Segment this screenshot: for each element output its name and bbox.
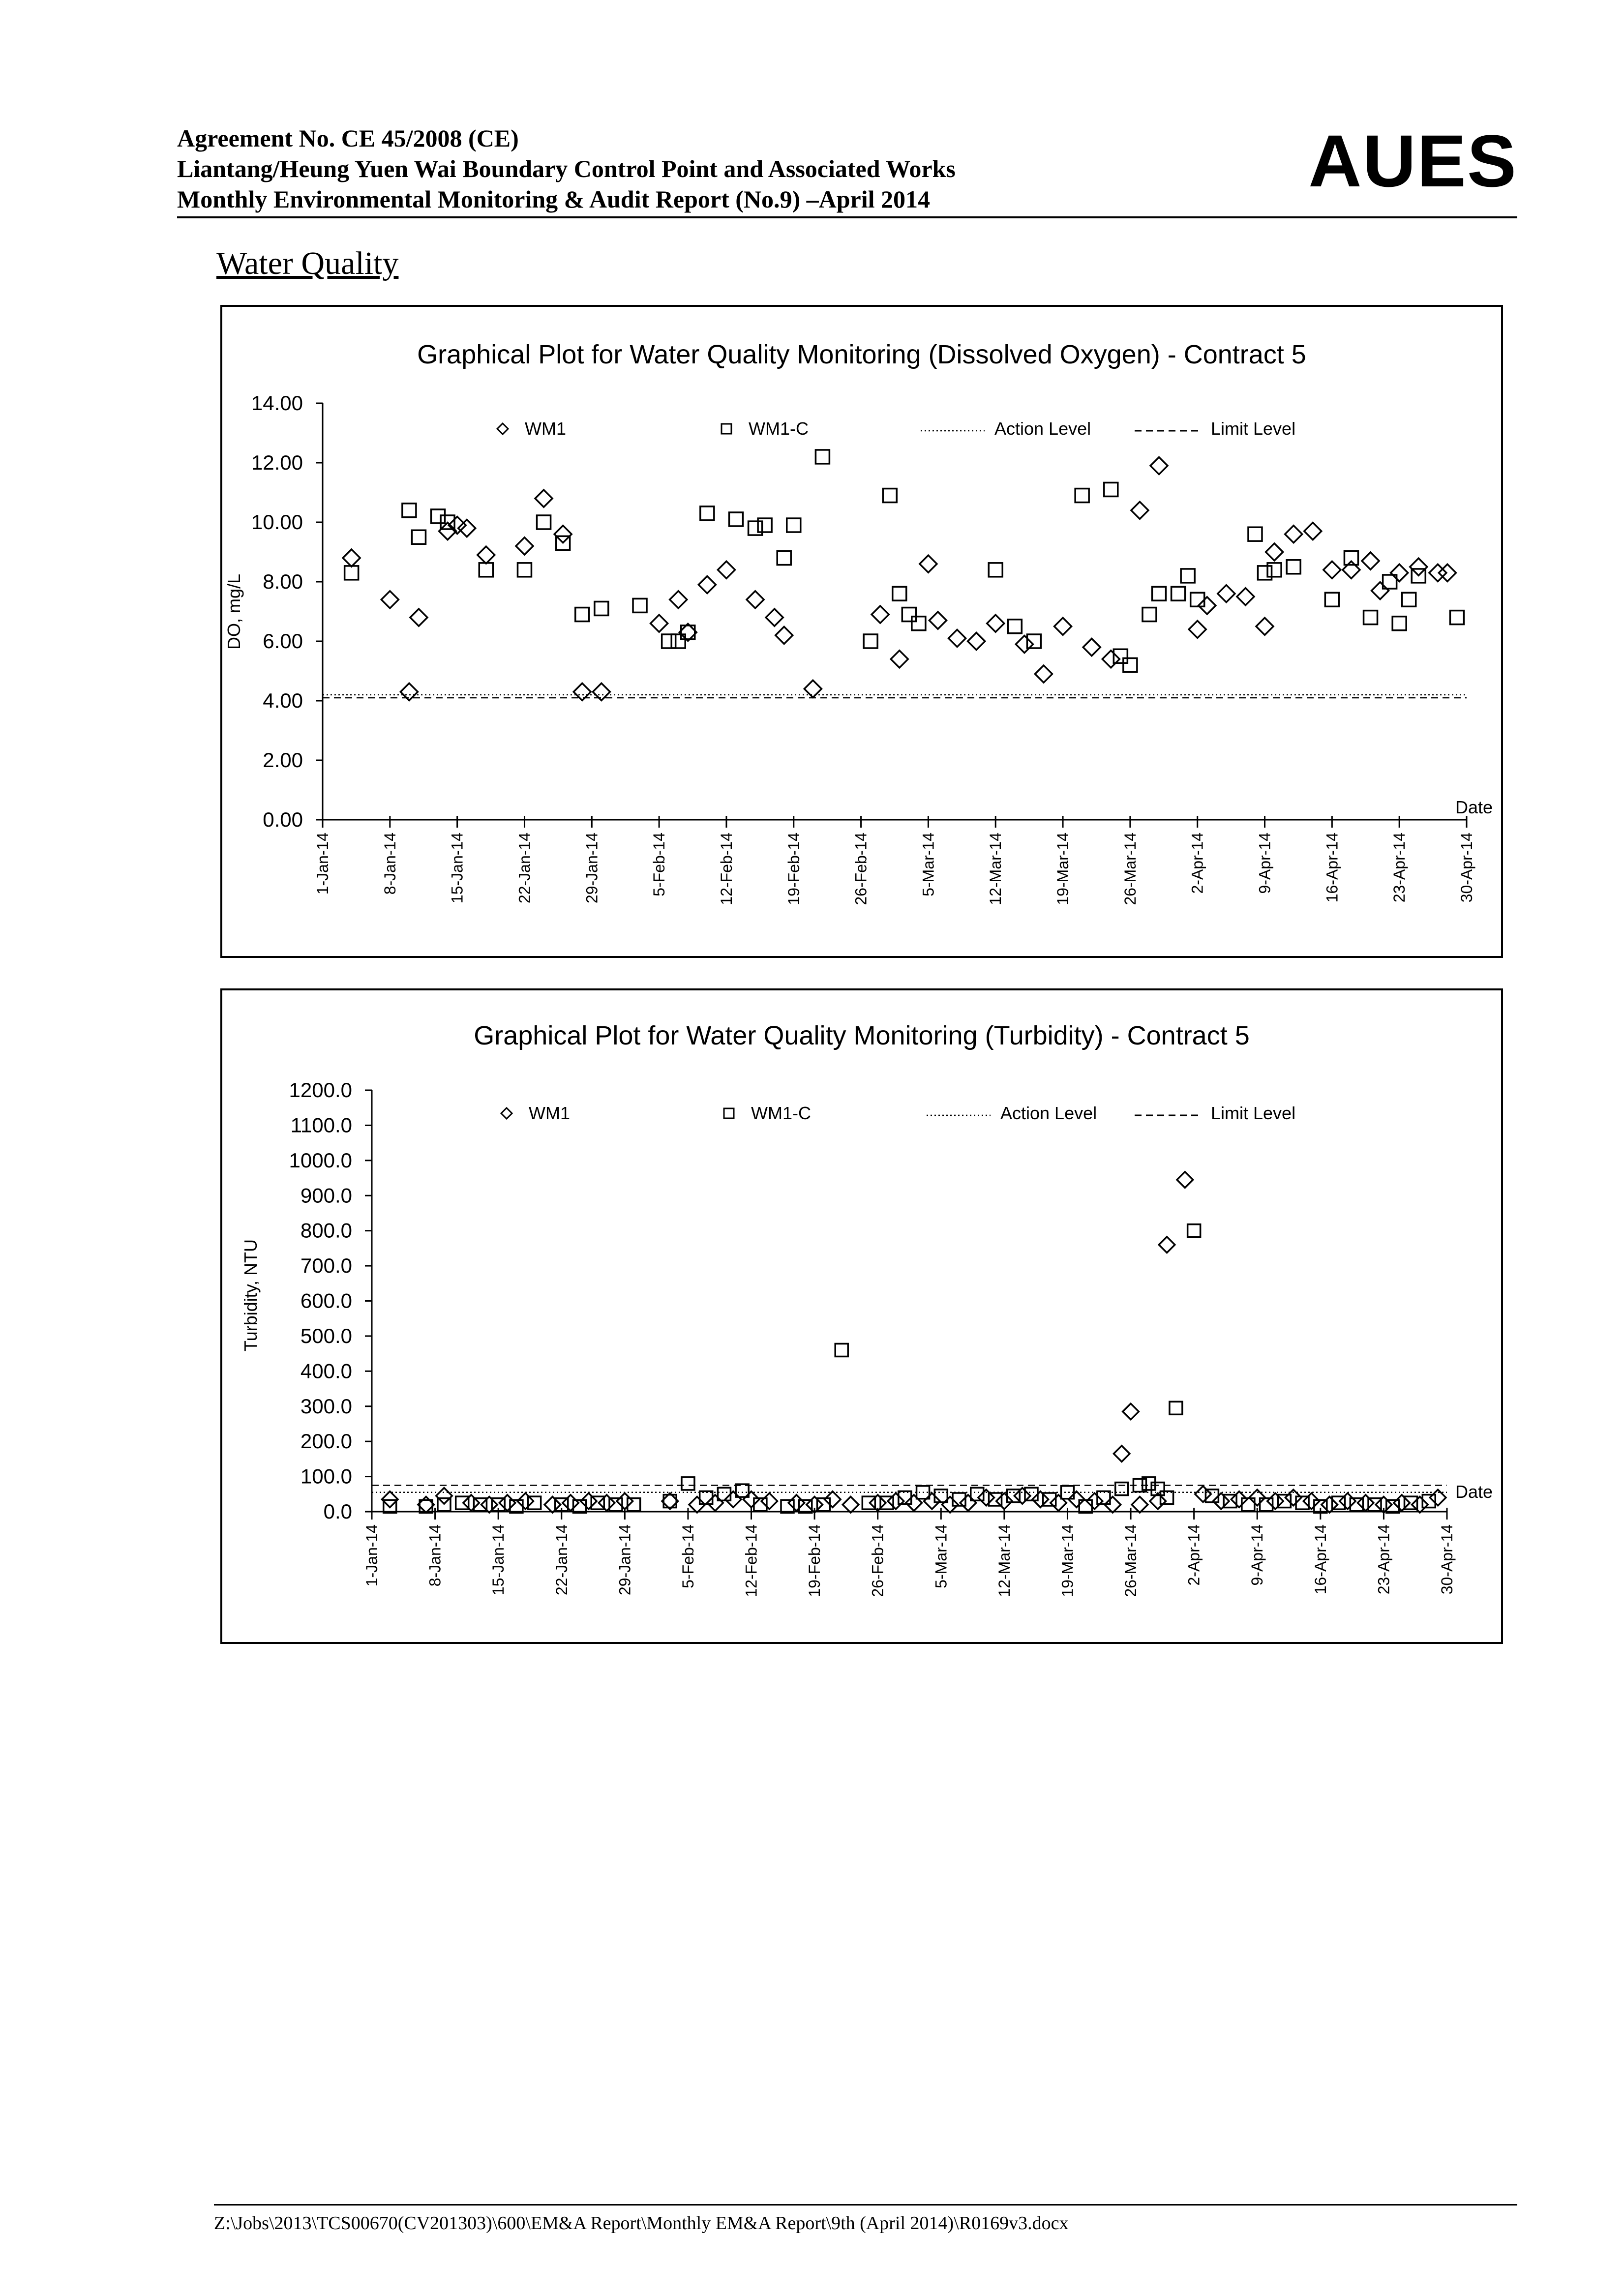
wm1-point xyxy=(343,549,360,567)
wm1-c-point xyxy=(345,566,359,580)
wm1-c-point xyxy=(700,507,714,520)
y-tick-label: 10.00 xyxy=(251,510,303,534)
legend-limit-level-label: Limit Level xyxy=(1211,418,1296,439)
chart-title: Graphical Plot for Water Quality Monitoring (Turbidity) - Contract 5 xyxy=(474,1021,1250,1050)
wm1-point xyxy=(1256,618,1273,635)
y-tick-label: 6.00 xyxy=(263,629,303,653)
wm1-point xyxy=(499,1495,515,1511)
do-chart-svg xyxy=(222,307,1501,956)
x-tick-label: 5-Mar-14 xyxy=(932,1524,950,1588)
wm1-point xyxy=(906,1495,922,1511)
wm1-point xyxy=(563,1495,579,1511)
x-tick-label: 30-Apr-14 xyxy=(1458,833,1475,903)
report-line: Monthly Environmental Monitoring & Audit Report (No.9) –April 2014 xyxy=(177,185,931,213)
legend-action-level-label: Action Level xyxy=(994,418,1091,439)
legend-wm1-marker xyxy=(497,423,508,434)
x-tick-label: 12-Mar-14 xyxy=(987,833,1005,905)
y-tick-label: 4.00 xyxy=(263,689,303,712)
wm1-point xyxy=(1372,582,1389,599)
report-header xyxy=(177,119,1517,218)
wm1-c-point xyxy=(1258,566,1272,580)
y-tick-label: 1000.0 xyxy=(289,1148,352,1172)
wm1-c-point xyxy=(912,617,926,630)
wm1-point xyxy=(825,1491,841,1508)
wm1-point xyxy=(1150,457,1168,475)
x-tick-label: 12-Feb-14 xyxy=(742,1524,760,1597)
x-tick-label: 8-Jan-14 xyxy=(426,1524,444,1587)
y-tick-label: 100.0 xyxy=(300,1464,352,1488)
wm1-point xyxy=(1357,1495,1374,1511)
x-tick-label: 29-Jan-14 xyxy=(583,833,601,904)
wm1-point xyxy=(987,615,1004,632)
do-chart xyxy=(220,305,1503,958)
legend-action-level-label: Action Level xyxy=(1000,1103,1097,1123)
wm1-c-point xyxy=(412,530,425,544)
legend-wm1-marker xyxy=(501,1108,512,1119)
wm1-point xyxy=(651,615,668,632)
legend-wm1-label: WM1 xyxy=(525,418,566,439)
wm1-c-point xyxy=(1075,489,1089,503)
legend-wm1-label: WM1 xyxy=(529,1103,570,1123)
wm1-c-point xyxy=(1287,560,1300,574)
wm1-c-point xyxy=(749,521,762,535)
wm1-point xyxy=(942,1496,958,1513)
wm1-point xyxy=(1303,1493,1320,1509)
x-tick-label: 19-Mar-14 xyxy=(1054,833,1072,905)
y-tick-label: 1200.0 xyxy=(289,1078,352,1102)
wm1-c-point xyxy=(777,551,791,565)
y-tick-label: 0.00 xyxy=(263,808,303,831)
wm1-point xyxy=(516,537,533,555)
turbidity-chart xyxy=(220,988,1503,1644)
y-tick-label: 200.0 xyxy=(300,1430,352,1453)
y-tick-label: 1100.0 xyxy=(290,1113,352,1137)
wm1-point xyxy=(1362,552,1379,569)
wm1-point xyxy=(1266,543,1283,561)
x-tick-label: 23-Apr-14 xyxy=(1375,1524,1393,1595)
wm1-point xyxy=(1195,1486,1211,1502)
y-tick-label: 2.00 xyxy=(263,748,303,772)
wm1-point xyxy=(1035,665,1052,683)
y-tick-label: 8.00 xyxy=(263,570,303,593)
file-path-footer: Z:\Jobs\2013\TCS00670(CV201303)\600\EM&A Report\Monthly EM&A Report\9th (April 2014)\R0169v3.docx xyxy=(214,2204,1517,2234)
wm1-c-point xyxy=(1123,658,1137,672)
wm1-point xyxy=(842,1496,859,1513)
wm1-point xyxy=(1016,636,1033,653)
wm1-c-point xyxy=(595,601,608,615)
x-tick-label: 8-Jan-14 xyxy=(381,833,399,895)
x-tick-label: 1-Jan-14 xyxy=(363,1524,381,1587)
wm1-point xyxy=(517,1493,534,1509)
wm1-c-point xyxy=(1188,1224,1201,1237)
wm1-c-point xyxy=(815,450,829,464)
x-tick-label: 5-Mar-14 xyxy=(919,833,937,896)
project-line: Liantang/Heung Yuen Wai Boundary Control Point and Associated Works xyxy=(177,155,956,182)
wm1-c-point xyxy=(479,563,493,577)
y-tick-label: 400.0 xyxy=(300,1359,352,1383)
wm1-point xyxy=(1123,1403,1139,1420)
x-tick-label: 15-Jan-14 xyxy=(489,1524,508,1596)
x-tick-label: 12-Mar-14 xyxy=(995,1524,1013,1597)
wm1-c-point xyxy=(989,563,1002,577)
x-tick-label: 9-Apr-14 xyxy=(1248,1524,1266,1586)
wm1-c-point xyxy=(1104,482,1118,496)
y-tick-label: 700.0 xyxy=(300,1254,352,1278)
wm1-point xyxy=(1231,1491,1247,1508)
x-tick-label: 16-Apr-14 xyxy=(1323,833,1341,903)
wm1-point xyxy=(747,591,764,608)
wm1-c-point xyxy=(902,608,916,622)
wm1-point xyxy=(888,1493,904,1509)
chart-title: Graphical Plot for Water Quality Monitoring (Dissolved Oxygen) - Contract 5 xyxy=(417,340,1306,369)
wm1-point xyxy=(960,1495,976,1511)
wm1-point xyxy=(478,546,495,564)
x-tick-label: 26-Feb-14 xyxy=(869,1524,887,1597)
wm1-point xyxy=(968,633,985,650)
wm1-point xyxy=(1159,1237,1175,1253)
wm1-point xyxy=(725,1491,742,1508)
x-tick-label: 1-Jan-14 xyxy=(314,833,331,895)
x-tick-label: 19-Mar-14 xyxy=(1058,1524,1077,1597)
wm1-c-point xyxy=(883,489,897,503)
wm1-point xyxy=(929,612,946,629)
x-tick-label: 15-Jan-14 xyxy=(448,833,466,904)
y-tick-label: 0.0 xyxy=(323,1500,352,1523)
x-tick-label: 22-Jan-14 xyxy=(515,833,534,904)
wm1-point xyxy=(1323,561,1341,578)
wm1-c-point xyxy=(835,1343,848,1356)
wm1-c-point xyxy=(787,518,801,532)
x-tick-label: 23-Apr-14 xyxy=(1390,833,1409,903)
y-tick-label: 12.00 xyxy=(251,451,303,474)
wm1-c-point xyxy=(1152,587,1166,600)
wm1-c-point xyxy=(1181,569,1195,583)
y-tick-label: 500.0 xyxy=(300,1324,352,1347)
wm1-c-point xyxy=(1364,611,1378,625)
wm1-point xyxy=(381,591,398,608)
wm1-point xyxy=(1285,526,1302,543)
wm1-c-point xyxy=(729,512,743,526)
wm1-c-point xyxy=(1392,617,1406,630)
wm1-point xyxy=(924,1493,940,1509)
wm1-point xyxy=(1177,1172,1193,1188)
x-tick-label: 26-Feb-14 xyxy=(852,833,870,905)
y-tick-label: 800.0 xyxy=(300,1219,352,1242)
legend-limit-level-label: Limit Level xyxy=(1211,1103,1296,1123)
wm1-point xyxy=(1304,523,1322,540)
wm1-point xyxy=(581,1493,597,1509)
wm1-point xyxy=(1054,618,1072,635)
wm1-point xyxy=(1412,1496,1428,1513)
y-tick-label: 300.0 xyxy=(300,1394,352,1418)
wm1-point xyxy=(1051,1495,1067,1511)
y-tick-label: 600.0 xyxy=(300,1289,352,1312)
wm1-c-point xyxy=(662,634,676,648)
wm1-point xyxy=(1132,1496,1148,1513)
x-tick-label: 9-Apr-14 xyxy=(1256,833,1274,894)
wm1-point xyxy=(1189,621,1206,638)
wm1-point xyxy=(707,1495,723,1511)
wm1-point xyxy=(535,490,552,507)
wm1-point xyxy=(1391,564,1408,581)
y-axis-label: DO, mg/L xyxy=(224,573,244,650)
wm1-c-point xyxy=(1172,587,1185,600)
wm1-c-point xyxy=(431,509,445,523)
wm1-point xyxy=(1102,651,1119,668)
x-tick-label: 30-Apr-14 xyxy=(1438,1524,1456,1595)
wm1-point xyxy=(1086,1493,1103,1509)
x-tick-label: 12-Feb-14 xyxy=(717,833,735,905)
wm1-c-point xyxy=(402,504,416,517)
wm1-point xyxy=(410,609,427,626)
x-tick-label: 22-Jan-14 xyxy=(552,1524,571,1596)
x-tick-label: 16-Apr-14 xyxy=(1311,1524,1329,1595)
wm1-point xyxy=(920,555,937,572)
wm1-point xyxy=(1430,1490,1446,1506)
wm1-c-point xyxy=(1008,620,1022,633)
wm1-point xyxy=(1237,588,1254,605)
wm1-point xyxy=(1113,1446,1130,1462)
wm1-c-point xyxy=(864,634,877,648)
x-tick-label: 26-Mar-14 xyxy=(1121,833,1139,905)
wm1-point xyxy=(670,591,687,608)
wm1-point xyxy=(458,520,476,537)
wm1-point xyxy=(761,1493,778,1509)
wm1-point xyxy=(1340,1493,1356,1509)
wm1-point xyxy=(776,626,793,644)
x-axis-label: Date xyxy=(1455,1482,1493,1502)
wm1-c-point xyxy=(1344,551,1358,565)
wm1-c-point xyxy=(575,608,589,622)
x-tick-label: 29-Jan-14 xyxy=(616,1524,634,1596)
wm1-point xyxy=(766,609,783,626)
wm1-point xyxy=(1083,639,1100,656)
wm1-c-point xyxy=(1191,593,1204,606)
wm1-c-point xyxy=(1450,611,1464,625)
wm1-point xyxy=(996,1493,1013,1509)
wm1-c-point xyxy=(758,518,772,532)
x-axis-label: Date xyxy=(1455,797,1493,817)
section-title: Water Quality xyxy=(216,245,399,281)
aues-logo: AUES xyxy=(1308,119,1517,202)
legend-wm1-c-label: WM1-C xyxy=(751,1103,811,1123)
wm1-c-point xyxy=(1402,593,1416,606)
x-tick-label: 26-Mar-14 xyxy=(1122,1524,1140,1597)
wm1-c-point xyxy=(517,563,531,577)
wm1-c-point xyxy=(893,587,906,600)
wm1-point xyxy=(743,1491,759,1508)
wm1-point xyxy=(872,606,889,623)
wm1-point xyxy=(891,651,908,668)
legend-wm1-c-label: WM1-C xyxy=(749,418,809,439)
agreement-line: Agreement No. CE 45/2008 (CE) xyxy=(177,124,519,152)
wm1-point xyxy=(698,576,716,594)
x-tick-label: 5-Feb-14 xyxy=(679,1524,697,1588)
turbidity-chart-svg xyxy=(222,990,1501,1642)
wm1-c-point xyxy=(1267,563,1281,577)
wm1-point xyxy=(1131,502,1148,519)
wm1-c-point xyxy=(537,515,551,529)
wm1-point xyxy=(1218,585,1235,602)
wm1-point xyxy=(617,1493,633,1509)
legend-wm1-c-marker xyxy=(724,1108,734,1118)
wm1-point xyxy=(718,561,735,578)
wm1-c-point xyxy=(1325,593,1339,606)
wm1-point xyxy=(1322,1496,1338,1513)
wm1-point xyxy=(949,629,966,647)
x-tick-label: 2-Apr-14 xyxy=(1188,833,1206,894)
y-tick-label: 14.00 xyxy=(251,391,303,415)
wm1-c-point xyxy=(633,598,647,612)
wm1-c-point xyxy=(1248,527,1262,541)
wm1-c-point xyxy=(1115,1483,1128,1495)
x-tick-label: 19-Feb-14 xyxy=(806,1524,824,1597)
y-tick-label: 900.0 xyxy=(300,1184,352,1207)
wm1-c-point xyxy=(682,1477,694,1490)
wm1-c-point xyxy=(1143,608,1156,622)
x-tick-label: 2-Apr-14 xyxy=(1185,1524,1203,1586)
y-axis-label: Turbidity, NTU xyxy=(241,1239,261,1352)
x-tick-label: 19-Feb-14 xyxy=(784,833,803,905)
wm1-c-point xyxy=(1170,1401,1182,1414)
x-tick-label: 5-Feb-14 xyxy=(650,833,668,896)
wm1-point xyxy=(788,1495,805,1511)
wm1-point xyxy=(1199,597,1216,614)
legend-wm1-c-marker xyxy=(722,424,731,434)
